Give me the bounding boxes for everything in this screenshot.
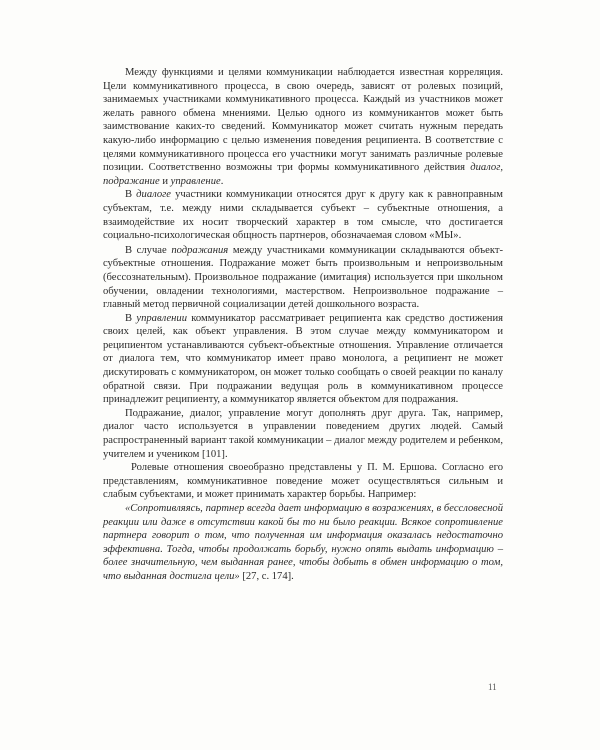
- paragraph-end: .: [220, 175, 224, 187]
- emphasis-management: управление: [170, 175, 221, 187]
- paragraph-text: коммуникатор рассматривает реципиента как средство достижения своих целей, как объект управления. В этом случае между коммуникатором и реципиентом устанавливаются субъект-объектные отношения. Управление отличается от диалога тем, что коммуникатор имеет право монолога, а реципиент не может дискутировать с коммуникатором, он может только сообщать о своей реакции по каналу обратной связи. При подражании ведущая роль в коммуникативном процессе принадлежит реципиенту, а коммуникатор является объектом для подражания.: [103, 312, 504, 406]
- page-body-text: [103, 66, 503, 584]
- paragraph-management: [103, 312, 503, 407]
- emphasis-forms: диалог, подражание: [103, 162, 503, 187]
- paragraph-complement: [103, 407, 503, 461]
- paragraph-lead: В: [125, 312, 137, 324]
- paragraph-functions-and-goals: [103, 66, 503, 188]
- page-number: 11: [488, 682, 497, 692]
- paragraph-text: Подражание, диалог, управление могут дополнять друг друга. Так, например, диалог часто используется в управлении поведением других людей. Самый распространенный вариант такой коммуникации – диалог между родителем и ребенком, учителем и учеником [101].: [103, 407, 503, 460]
- emphasis-management-term: управлении: [136, 312, 188, 324]
- block-quote: [103, 502, 503, 584]
- paragraph-dialogue: [103, 188, 503, 242]
- connector-text: и: [159, 175, 171, 187]
- paragraph-imitation: [103, 244, 503, 312]
- emphasis-imitation: подражания: [171, 244, 229, 256]
- emphasis-dialogue: диалоге: [136, 189, 172, 201]
- citation-reference: [27, с. 174].: [239, 570, 294, 582]
- paragraph-text: между участниками коммуникации складываются объект-субъектные отношения. Подражание может быть произвольным и непроизвольным (бессознательным). Произвольное подражание (имитация) используется при школьном обучении, овладении технологиями, мастерством. Непроизвольное подражание – главный метод первичной социализации детей дошкольного возраста.: [103, 244, 503, 311]
- paragraph-text: участники коммуникации относятся друг к другу как к равноправным субъектам, т.е. между ними складывается субъект – субъектные отношения, а взаимодействие их носит творческий характер в том смысле, что достигается социально-психологическая общность партнеров, обозначаемая словом «МЫ».: [103, 189, 504, 242]
- paragraph-role-relations: [103, 461, 503, 502]
- paragraph-text: Между функциями и целями коммуникации наблюдается известная корреляция. Цели коммуникативного процесса, в свою очередь, зависят от ролевых позиций, занимаемых участниками коммуникативного процесса. Каждый из участников может желать равного обмена мнениями. Целью одного из коммуникантов может быть заимствование каких-то сведений. Коммуникатор может считать нужным передать какую-либо информацию с целью изменения поведения реципиента. В соответствие с целями коммуникативного процесса его участники могут занимать различные ролевые позиции. Соответственно возможны три формы коммуникативного действия: [103, 67, 503, 174]
- paragraph-lead: В: [125, 189, 137, 201]
- paragraph-text: Ролевые отношения своеобразно представлены у П. М. Ершова. Согласно его представлениям, коммуникативное поведение может осуществляться сильным и слабым субъектами, и может принимать характер борьбы. Например:: [103, 462, 503, 501]
- quote-text: «Сопротивляясь, партнер всегда дает информацию в возражениях, в бессловесной реакции или даже в отсутствии какой бы то ни было реакции. Всякое сопротивление партнера говорит о том, что полученная им информация оказалась недостаточно эффективна. Тогда, чтобы продолжать борьбу, нужно опять выдать информацию – более значительную, чем выданная ранее, чтобы добыть в обмен информацию о том, что выданная достигла цели»: [103, 503, 503, 582]
- paragraph-lead: В случае: [125, 244, 172, 256]
